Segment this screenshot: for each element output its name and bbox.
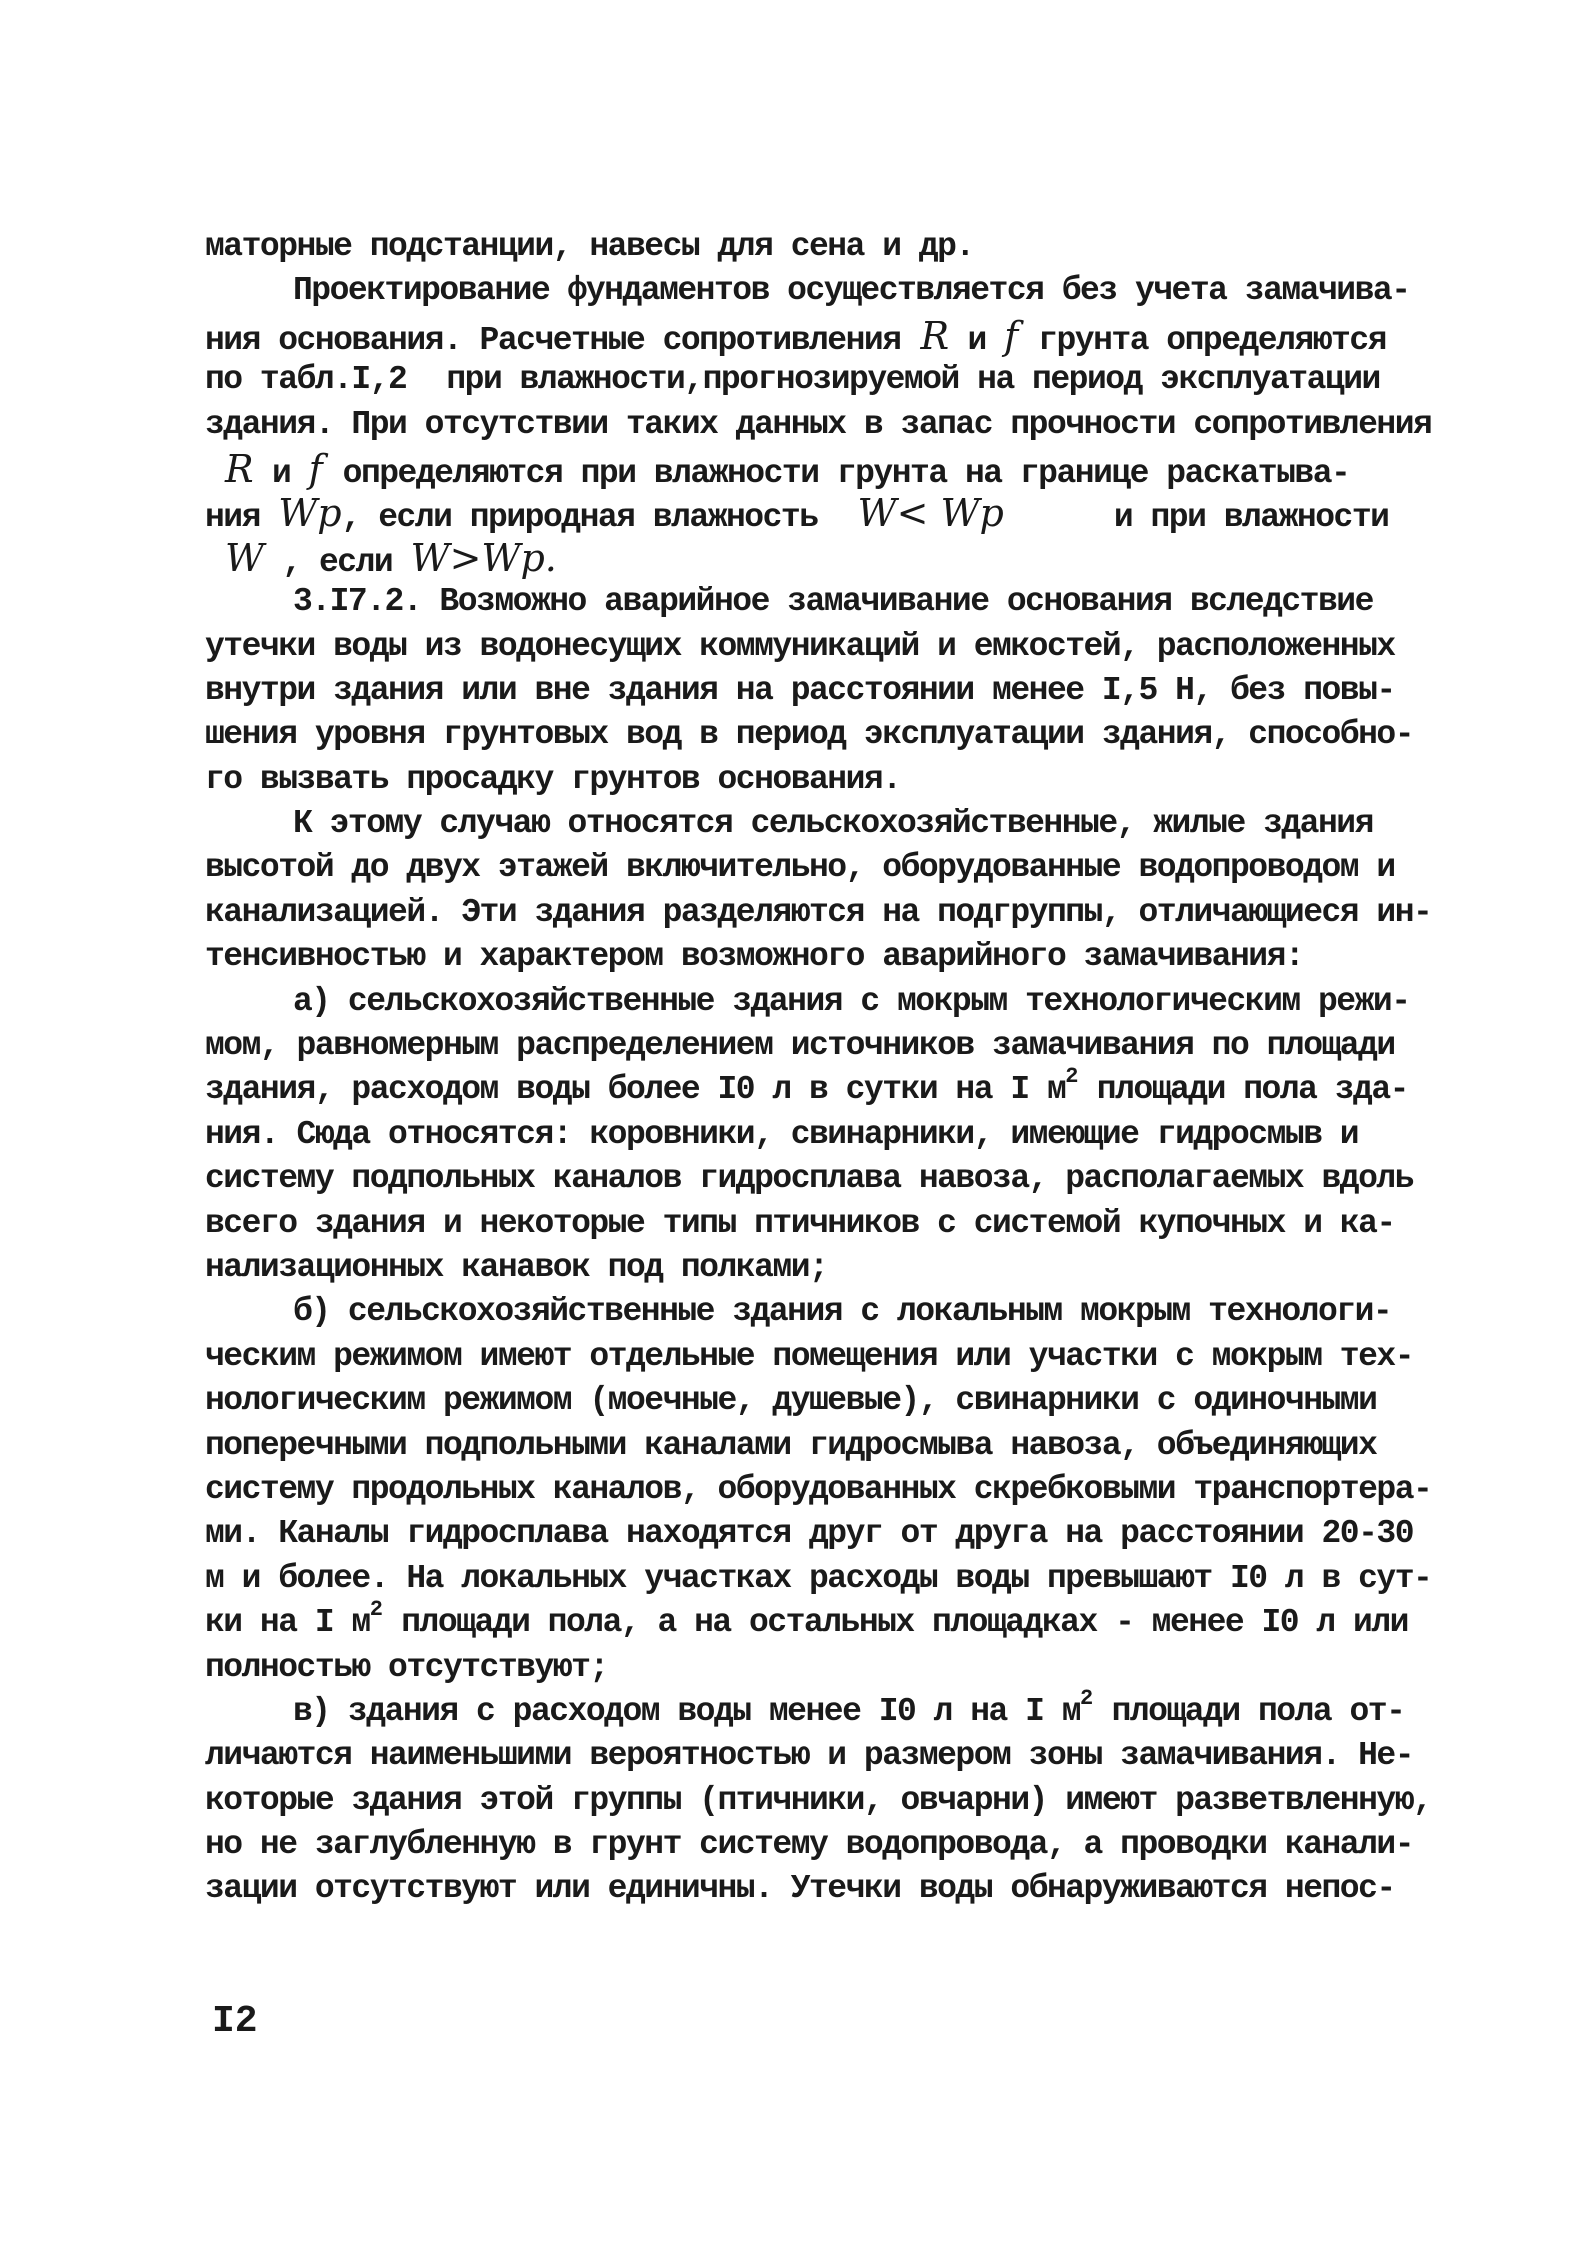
text-line: ния. Сюда относятся: коровники, свинарники, имеющие гидросмыв и bbox=[205, 1115, 1359, 1153]
text-line: всего здания и некоторые типы птичников с системой купочных и ка- bbox=[205, 1204, 1395, 1242]
text-line: К этому случаю относятся сельскохозяйственные, жилые здания bbox=[293, 805, 1373, 843]
text-line: маторные подстанции, навесы для сена и др. bbox=[205, 228, 974, 265]
text-line: м и более. На локальных участках расходы воды превышают I0 л в сут- bbox=[205, 1559, 1432, 1597]
text-line: W , если W>Wp. bbox=[225, 535, 557, 581]
text-line: по табл.I,2 при влажности,прогнозируемой на период эксплуатации bbox=[205, 361, 1380, 399]
symbol-Wp: Wp bbox=[278, 491, 342, 536]
text-line: нализационных канавок под полками; bbox=[205, 1248, 828, 1286]
text-line: 3.I7.2. Возможно аварийное замачивание основания вследствие bbox=[293, 583, 1373, 621]
text-line: здания, расходом воды более I0 л в сутки на I $м^2$ площади пола зда- bbox=[205, 1064, 1408, 1109]
symbol-R: R bbox=[920, 313, 950, 358]
text-line: систему подпольных каналов гидросплава навоза, располагаемых вдоль bbox=[205, 1160, 1414, 1198]
text-line: ческим режимом имеют отдельные помещения или участки с мокрым тех- bbox=[205, 1337, 1414, 1375]
text-line: поперечными подпольными каналами гидросмыва навоза, объединяющих bbox=[205, 1426, 1377, 1464]
body-text bbox=[205, 225, 1432, 1912]
text-line: ки на I $м^2$ площади пола, а на остальных площадках - менее I0 л или bbox=[205, 1597, 1408, 1642]
text-line: шения уровня грунтовых вод в период эксплуатации здания, способно- bbox=[205, 716, 1414, 754]
superscript-2: 2 bbox=[369, 1597, 383, 1623]
text-line: ми. Каналы гидросплава находятся друг от друга на расстоянии 20-30 bbox=[205, 1515, 1414, 1553]
superscript-2: 2 bbox=[1065, 1064, 1079, 1090]
text-line: но не заглубленную в грунт систему водопровода, а проводки канали- bbox=[205, 1826, 1414, 1864]
text-line: ния основания. Расчетные сопротивления R и f грунта определяются bbox=[205, 313, 1386, 359]
symbol-f: f bbox=[1004, 313, 1019, 358]
text-line: полностью отсутствуют; bbox=[205, 1648, 608, 1686]
text-line: тенсивностью и характером возможного аварийного замачивания: bbox=[205, 938, 1304, 976]
text-line: высотой до двух этажей включительно, оборудованные водопроводом и bbox=[205, 849, 1395, 887]
text-line: Проектирование фундаментов осуществляется без учета замачива- bbox=[293, 272, 1410, 310]
symbol-W: W bbox=[225, 535, 265, 580]
text-line: здания. При отсутствии таких данных в запас прочности сопротивления bbox=[205, 405, 1432, 443]
text-line: утечки воды из водонесущих коммуникаций и емкостей, расположенных bbox=[205, 627, 1395, 665]
text-line: нологическим режимом (моечные, душевые), свинарники с одиночными bbox=[205, 1382, 1377, 1420]
page-number: I2 bbox=[212, 2000, 258, 2043]
text-line: а) сельскохозяйственные здания с мокрым технологическим режи- bbox=[293, 982, 1410, 1020]
superscript-2: 2 bbox=[1080, 1685, 1094, 1711]
symbol-W-lt-Wp: W< Wp bbox=[857, 491, 1004, 536]
text-line: личаются наименьшими вероятностью и размером зоны замачивания. Не- bbox=[205, 1737, 1414, 1775]
text-line: в) здания с расходом воды менее I0 л на I $м^2$ площади пола от- bbox=[293, 1685, 1405, 1730]
symbol-R: R bbox=[225, 446, 254, 491]
text-line: ния Wp, если природная влажность W< Wp и при влажности bbox=[205, 491, 1389, 537]
text-line: R и f определяются при влажности грунта на границе раскатыва- bbox=[225, 446, 1350, 492]
text-line: внутри здания или вне здания на расстоянии менее I,5 H, без повы- bbox=[205, 671, 1395, 709]
text-line: го вызвать просадку грунтов основания. bbox=[205, 760, 901, 798]
text-line: систему продольных каналов, оборудованных скребковыми транспортера- bbox=[205, 1470, 1432, 1508]
text-line: которые здания этой группы (птичники, овчарни) имеют разветвленную, bbox=[205, 1781, 1432, 1819]
text-line: канализацией. Эти здания разделяются на подгруппы, отличающиеся ин- bbox=[205, 893, 1432, 931]
text-line: б) сельскохозяйственные здания с локальным мокрым технологи- bbox=[293, 1293, 1392, 1331]
text-line: мом, равномерным распределением источников замачивания по площади bbox=[205, 1027, 1395, 1065]
symbol-W-gt-Wp: W>Wp. bbox=[410, 535, 557, 580]
symbol-f: f bbox=[308, 446, 323, 491]
text-line: зации отсутствуют или единичны. Утечки воды обнаруживаются непос- bbox=[205, 1870, 1395, 1908]
